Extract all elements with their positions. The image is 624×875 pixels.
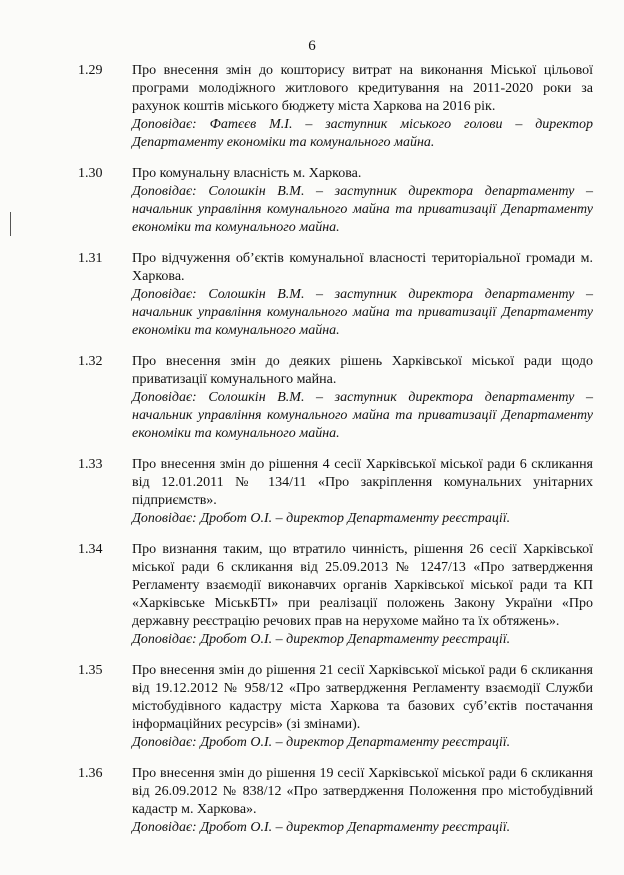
item-title: Про внесення змін до рішення 21 сесії Харківської міської ради 6 скликання від 19.12.2012 № 958/12 «Про затвердження Регламенту взаємодії Служби містобудівного кадастру міста Харкова та базових суб’єктів постачання інформаційних ресурсів» (зі змінами). — [132, 663, 593, 732]
agenda-list — [78, 62, 593, 850]
item-title: Про комунальну власність м. Харкова. — [132, 166, 362, 181]
item-speaker: Доповідає: Дробот О.І. – директор Департаменту реєстрації. — [132, 820, 511, 835]
item-number: 1.30 — [78, 166, 103, 181]
agenda-item — [78, 250, 593, 340]
item-number: 1.29 — [78, 63, 103, 78]
item-title: Про внесення змін до кошторису витрат на виконання Міської цільової програми молодіжного житлового кредитування на 2011-2020 роки за рахунок коштів міського бюджету міста Харкова на 2016 рік. — [132, 63, 593, 114]
item-title: Про внесення змін до рішення 19 сесії Харківської міської ради 6 скликання від 26.09.2012 № 838/12 «Про затвердження Положення про містобудівний кадастр м. Харкова». — [132, 766, 593, 817]
item-number: 1.34 — [78, 542, 103, 557]
item-body — [132, 250, 593, 340]
item-title: Про відчуження об’єктів комунальної власності територіальної громади м. Харкова. — [132, 251, 593, 284]
item-title: Про внесення змін до рішення 4 сесії Харківської міської ради 6 скликання від 12.01.2011 № 134/11 «Про закріплення комунальних унітарних підприємств». — [132, 457, 593, 508]
item-body — [132, 165, 593, 237]
item-speaker: Доповідає: Дробот О.І. – директор Департаменту реєстрації. — [132, 632, 511, 647]
item-body — [132, 62, 593, 152]
page-number: 6 — [308, 38, 316, 54]
item-body — [132, 353, 593, 443]
agenda-item — [78, 541, 593, 649]
agenda-item — [78, 456, 593, 528]
item-body — [132, 765, 593, 837]
item-speaker: Доповідає: Солошкін В.М. – заступник директора департаменту – начальник управління комунального майна та приватизації Департаменту економіки та комунального майна. — [132, 184, 593, 235]
item-speaker: Доповідає: Фатєєв М.І. – заступник міського голови – директор Департаменту економіки та комунального майна. — [132, 117, 593, 150]
item-number: 1.35 — [78, 663, 103, 678]
item-speaker: Доповідає: Дробот О.І. – директор Департаменту реєстрації. — [132, 511, 511, 526]
item-body — [132, 662, 593, 752]
item-speaker: Доповідає: Дробот О.І. – директор Департаменту реєстрації. — [132, 735, 511, 750]
item-body — [132, 456, 593, 528]
agenda-item — [78, 62, 593, 152]
item-speaker: Доповідає: Солошкін В.М. – заступник директора департаменту – начальник управління комунального майна та приватизації Департаменту економіки та комунального майна. — [132, 287, 593, 338]
margin-mark — [10, 212, 11, 236]
agenda-item — [78, 165, 593, 237]
item-body — [132, 541, 593, 649]
item-number: 1.33 — [78, 457, 103, 472]
item-title: Про внесення змін до деяких рішень Харківської міської ради щодо приватизації комунального майна. — [132, 354, 593, 387]
item-speaker: Доповідає: Солошкін В.М. – заступник директора департаменту – начальник управління комунального майна та приватизації Департаменту економіки та комунального майна. — [132, 390, 593, 441]
item-number: 1.36 — [78, 766, 103, 781]
agenda-item — [78, 662, 593, 752]
agenda-item — [78, 765, 593, 837]
item-number: 1.32 — [78, 354, 103, 369]
agenda-item — [78, 353, 593, 443]
item-title: Про визнання таким, що втратило чинність, рішення 26 сесії Харківської міської ради 6 скликання від 25.09.2013 № 1247/13 «Про затвердження Регламенту взаємодії виконавчих органів Харківської міської ради та КП «Харківське МіськБТІ» при реалізації положень Закону України «Про державну реєстрацію речових прав на нерухоме майно та їх обтяжень». — [132, 542, 593, 629]
item-number: 1.31 — [78, 251, 103, 266]
